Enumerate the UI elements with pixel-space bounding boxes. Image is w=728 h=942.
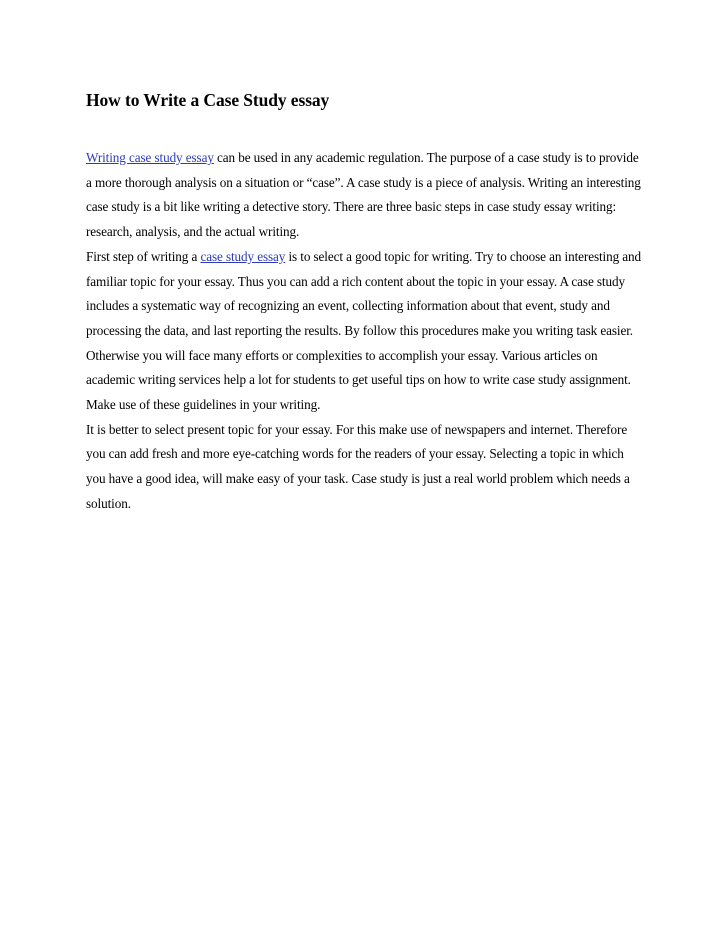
- writing-case-study-essay-link[interactable]: Writing case study essay: [86, 150, 214, 165]
- paragraph-topic-selection: It is better to select present topic for your essay. For this make use of newspapers and internet. Therefore you can add fresh and more eye-catching words for the readers of your essay. Selecting a topic in which you have a good idea, will make easy of your task. Case study is just a real world problem which needs a solution.: [86, 421, 630, 511]
- paragraph-intro: [86, 146, 646, 245]
- paragraph-first-step-after-link: is to select a good topic for writing. Try to choose an interesting and familiar topic for your essay. Thus you can add a rich content about the topic in your essay. A case study includes a systematic way of recognizing an event, collecting information about that event, study and processing the data, and last reporting the results. By follow this procedures make you writing task easier. Otherwise you will face many efforts or complexities to accomplish your essay. Various articles on academic writing services help a lot for students to get useful tips on how to write case study assignment. Make use of these guidelines in your writing.: [86, 248, 642, 413]
- document-title: How to Write a Case Study essay: [86, 90, 330, 110]
- case-study-essay-link[interactable]: case study essay: [200, 248, 286, 264]
- document-content: [86, 89, 646, 517]
- paragraph-intro-text: can be used in any academic regulation. The purpose of a case study is to provide a more thorough analysis on a situation or “case”. A case study is a piece of analysis. Writing an interesting case study is a bit like writing a detective story. There are three basic steps in case study essay writing: research, analysis, and the actual writing.: [86, 150, 641, 240]
- paragraph-first-step: [86, 245, 646, 418]
- paragraph-first-step-before-link: First step of writing a: [86, 248, 201, 264]
